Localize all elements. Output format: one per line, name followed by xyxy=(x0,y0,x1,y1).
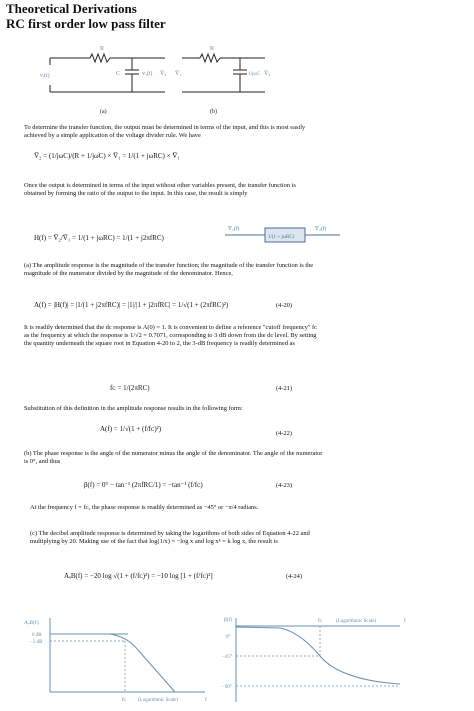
paragraph-amplitude-response: (a) The amplitude response is the magnitude of the transfer function; the magnitude of the transfer function is the magnitude of the numerator divided by the magnitude of the denominator. Hence, xyxy=(24,262,314,277)
caption-b: (b) xyxy=(210,109,217,115)
equation-voltage-divider: V̅₂ = (1/jωC)/(R + 1/jωC) × V̅₁ = 1/(1 + jωRC) × V̅₁ xyxy=(34,152,180,160)
cap-impedance-label: 1/jωC xyxy=(248,72,260,77)
r-label-a: R xyxy=(100,46,105,52)
equation-transfer-function: H(f) = V̅₂/V̅₁ = 1/(1 + jωRC) = 1/(1 + j2πfRC) xyxy=(34,234,164,242)
equation-number-4-22: (4-22) xyxy=(276,430,292,437)
block-input-label: V̅₁(f) xyxy=(228,226,240,232)
amplitude-f-label: f xyxy=(205,697,207,703)
amplitude-plot xyxy=(24,618,207,703)
equation-4-20: A(f) = |H(f)| = |1/(1 + j2πfRC)| = |1|/|1 + j2πfRC| = 1/√(1 + (2πfRC)²) xyxy=(34,301,229,309)
paragraph-cutoff-frequency: It is readily determined that the dc response is A(0) = 1. It is convenient to define a reference "cutoff frequency" fᴄ as the frequency at which the response is 1/√2 = 0.7071, corresponding to 3 dB down from the dc level. By setting the quantity underneath the square root in Equation 4-20 to 2, the 3-dB frequency is readily determined as xyxy=(24,324,318,347)
equation-4-24: AₔB(f) = −20 log √(1 + (f/fᴄ)²) = −10 log [1 + (f/fᴄ)²] xyxy=(64,572,213,580)
equation-4-23: β(f) = 0° − tan⁻¹ (2πfRC/1) = −tan⁻¹ (f/fᴄ) xyxy=(84,481,203,489)
amplitude-ylabel: AₔB(f) xyxy=(24,620,39,626)
v2-label-a: V̅₂ xyxy=(160,71,167,77)
zero-degree-label: 0° xyxy=(226,635,231,640)
response-plots xyxy=(0,610,474,710)
amplitude-xscale-label: (Logarithmic Scale) xyxy=(138,698,179,703)
phase-xscale-label: (Logarithmic Scale) xyxy=(336,619,377,624)
paragraph-substitution: Substitution of this definition in the amplitude response results in the following form: xyxy=(24,405,243,412)
block-output-label: V̅₂(f) xyxy=(315,226,327,232)
block-transfer-label: 1/(1 + jωRC) xyxy=(268,235,295,240)
r-label-b: R xyxy=(210,46,215,52)
v2-label-b: V̅₂ xyxy=(264,71,271,77)
caption-a: (a) xyxy=(100,109,107,115)
circuit-diagram xyxy=(20,40,300,120)
resistor-b xyxy=(200,54,220,62)
vo-label: vₒ(t) xyxy=(142,71,153,77)
minus-45-label: −45° xyxy=(222,655,232,660)
block-diagram xyxy=(220,220,350,250)
amplitude-fc-label: fᴄ xyxy=(122,698,127,703)
c-label: C xyxy=(116,71,121,77)
vi-label: vᵢ(t) xyxy=(40,73,50,79)
phase-ylabel: β(f) xyxy=(224,617,233,623)
paragraph-decibel-response: (c) The decibel amplitude response is determined by taking the logarithms of both sides of Equation 4-22 and multiplying by 20. Making use of the fact that log(1/x) = −log x and log xᵏ = k log x, the result is xyxy=(30,530,310,545)
paragraph-transfer-function: Once the output is determined in terms of the input without other variables present, the transfer function is obtained by forming the ratio of the output to the input. In this case, the result is simply xyxy=(24,182,296,197)
paragraph-phase-response: (b) The phase response is the angle of the numerator minus the angle of the denominator. The angle of the numerator is 0°, and thus xyxy=(24,450,323,465)
equation-number-4-21: (4-21) xyxy=(276,385,292,392)
phase-f-label: f xyxy=(404,618,406,624)
equation-number-4-20: (4-20) xyxy=(276,302,292,309)
v1-label: V̅₁ xyxy=(175,71,182,77)
equation-number-4-23: (4-23) xyxy=(276,482,292,489)
page-title: Theoretical Derivations xyxy=(6,1,137,16)
equation-4-21: fᴄ = 1/(2πRC) xyxy=(110,384,150,392)
minus-3db-label: −3 dB xyxy=(30,640,43,645)
page-subtitle: RC first order low pass filter xyxy=(6,16,166,31)
minus-90-label: −90° xyxy=(222,685,232,690)
paragraph-phase-at-cutoff: At the frequency f = fᴄ, the phase response is readily determined as −45° or −π/4 radians. xyxy=(30,504,259,511)
phase-fc-label: fᴄ xyxy=(318,619,323,624)
equation-number-4-24: (4-24) xyxy=(286,573,302,580)
equation-4-22: A(f) = 1/√(1 + (f/fᴄ)²) xyxy=(100,425,162,433)
resistor-a xyxy=(90,54,110,62)
paragraph-voltage-divider: To determine the transfer function, the output must be determined in terms of the input, and this is most easily achieved by a simple application of the voltage divider rule. We have xyxy=(24,124,306,139)
zero-db-label: 0 dB xyxy=(32,633,42,638)
phase-plot xyxy=(222,616,406,702)
